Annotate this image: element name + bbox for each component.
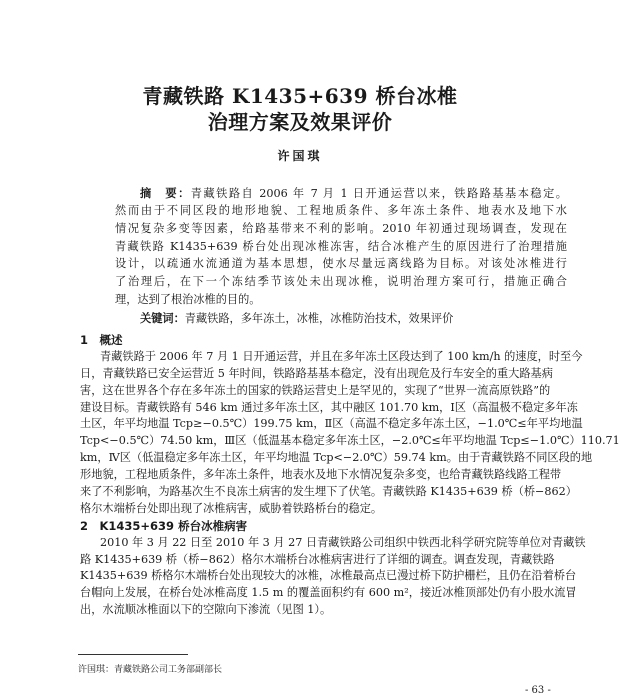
section-heading: 1 概述 [80,333,123,347]
body-line: K1435+639 桥格尔木端桥台处出现较大的冰椎，冰椎最高点已漫过桥下防护栅栏，且仍在沿着桥台 [80,569,577,582]
keywords-label: 关键词： [140,311,185,325]
body-line: 建设目标。青藏铁路有 546 km 通过多年冻土区，其中融区 101.70 km，Ⅰ区（高温极不稳定多年冻 [80,401,578,414]
abstract-line: 然而由于不同区段的地形地貌、工程地质条件、多年冻土条件、地表水及地下水 [115,204,567,217]
paper-title-line-2: 治理方案及效果评价 [207,110,393,134]
body-line: 土区，年平均地温 Tcp≥−0.5℃）199.75 km，Ⅱ区（高温不稳定多年冻土区，−1.0℃≤年平均地温 [80,417,583,430]
page-number: - 63 - [525,685,551,696]
body-line: 青藏铁路于 2006 年 7 月 1 日开通运营，并且在多年冻土区段达到了 100 km/h 的速度，时至今 [100,350,583,363]
body-line: 来了不利影响，为路基次生不良冻土病害的发生埋下了伏笔。青藏铁路 K1435+639 桥（桥−862） [80,485,577,498]
body-line: 日，青藏铁路已安全运营近 5 年时间，铁路路基基本稳定，没有出现危及行车安全的重大路基病 [80,367,553,380]
abstract-line: 情况复杂多变等因素，给路基带来不利的影响。2010 年初通过现场调查，发现在 [115,222,567,235]
abstract-line: 设计，以疏通水流通道为基本思想，使水尽量远离线路为目标。对该处冰椎进行 [115,257,567,270]
body-line: km，Ⅳ区（低温稳定多年冻土区，年平均地温 Tcp<−2.0℃）59.74 km。由于青藏铁路不同区段的地 [80,451,593,464]
body-line: 出，水流顺冰椎面以下的空隙向下渗流（见图 1）。 [80,603,332,616]
body-line: Tcp<−0.5℃）74.50 km，Ⅲ区（低温基本稳定多年冻土区，−2.0℃≤年平均地温 Tcp≤−1.0℃）110.71 [80,434,620,447]
body-line: 害，这在世界各个存在多年冻土的国家的铁路运营史上是罕见的，实现了“世界一流高原铁路”的 [80,384,551,397]
abstract-line: 理，达到了根治冰椎的目的。 [115,293,261,306]
abstract-line: 青藏铁路 K1435+639 桥台处出现冰椎冻害，结合冰椎产生的原因进行了治理措施 [115,240,567,253]
footnote: 许国琪：青藏铁路公司工务部副部长 [78,665,223,675]
body-line: 格尔木端桥台处即出现了冰椎病害，威胁着铁路桥台的稳定。 [80,502,383,515]
abstract-label: 摘 要： [140,186,191,200]
keywords: 关键词：青藏铁路，多年冻土，冰椎，冰椎防治技术，效果评价 [140,311,454,325]
author: 许国琪 [277,149,323,163]
section-heading: 2 K1435+639 桥台冰椎病害 [80,519,248,533]
abstract-line: 了治理后，在下一个冻结季节该处未出现冰椎，说明治理方案可行，措施正确合 [115,275,567,288]
abstract-line: 摘 要：青藏铁路自 2006 年 7 月 1 日开通运营以来，铁路路基基本稳定。 [140,186,567,200]
body-line: 形地貌，工程地质条件，多年冻土条件，地表水及地下水情况复杂多变，也给青藏铁路线路工程带 [80,468,562,481]
footnote-divider [78,654,188,655]
body-line: 台帽向上发展，在桥台处冰椎高度 1.5 m 的覆盖面积约有 600 m²，接近冰椎顶部处仍有小股水流冒 [80,586,577,599]
body-line: 2010 年 3 月 22 日至 2010 年 3 月 27 日青藏铁路公司组织中铁西北科学研究院等单位对青藏铁 [100,536,586,549]
paper-title-line-1: 青藏铁路 K1435+639 桥台冰椎 [142,84,458,108]
body-line: 路 K1435+639 桥（桥−862）格尔木端桥台冰椎病害进行了详细的调查。调查发现，青藏铁路 [80,553,555,566]
